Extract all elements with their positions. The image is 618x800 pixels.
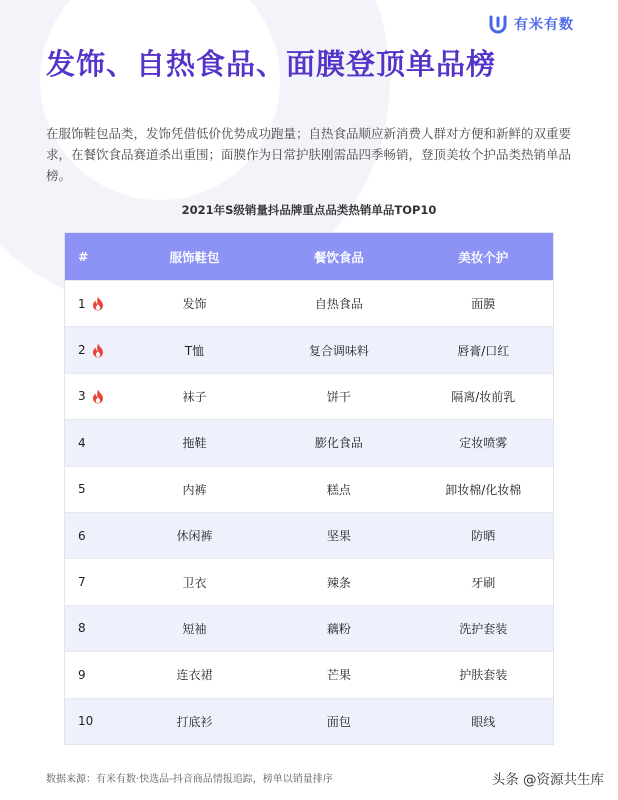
beauty-cell: 隔离/妆前乳 <box>451 389 516 404</box>
rank-number: 3 <box>78 389 86 404</box>
header-rank: # <box>78 249 89 264</box>
brand-logo-group <box>488 14 574 34</box>
table-caption: 2021年S级销量抖品牌重点品类热销单品TOP10 <box>181 203 437 217</box>
rank-number: 7 <box>78 575 86 590</box>
apparel-cell: 袜子 <box>182 389 207 404</box>
table-row <box>65 373 553 419</box>
food-cell: 面包 <box>326 714 351 729</box>
beauty-cell: 卸妆棉/化妆棉 <box>445 482 522 497</box>
rank-cell <box>65 436 125 450</box>
rank-number: 10 <box>78 714 94 729</box>
rank-cell <box>65 575 125 589</box>
flame-icon <box>92 296 104 311</box>
rank-cell <box>65 529 125 543</box>
table-row <box>65 558 553 604</box>
header-beauty: 美妆个护 <box>458 249 509 265</box>
data-source-note: 数据来源：有米有数·快选品-抖音商品情报追踪，榜单以销量排序 <box>46 774 333 785</box>
food-cell: 膨化食品 <box>314 436 363 451</box>
beauty-cell: 眼线 <box>471 714 496 729</box>
rank-cell <box>65 668 125 682</box>
table-row <box>65 698 553 744</box>
table-row <box>65 326 553 372</box>
flame-icon <box>92 343 104 358</box>
rank-cell <box>65 389 125 404</box>
rank-number: 9 <box>78 667 86 682</box>
rank-cell <box>65 714 125 728</box>
table-row <box>65 280 553 326</box>
food-cell: 藕粉 <box>326 621 351 636</box>
table-row <box>65 605 553 651</box>
food-cell: 坚果 <box>326 529 351 544</box>
food-cell: 饼干 <box>326 389 351 404</box>
food-cell: 复合调味料 <box>308 343 369 358</box>
apparel-cell: 休闲裤 <box>176 529 213 544</box>
rank-number: 5 <box>78 482 86 497</box>
rank-cell <box>65 621 125 635</box>
beauty-cell: 面膜 <box>471 297 496 312</box>
beauty-cell: 洗护套装 <box>459 621 508 636</box>
table-header <box>65 233 553 280</box>
table-row <box>65 651 553 697</box>
apparel-cell: 短袖 <box>182 621 207 636</box>
table-row <box>65 466 553 512</box>
flame-icon <box>92 389 104 404</box>
beauty-cell: 护肤套装 <box>459 668 508 683</box>
apparel-cell: 连衣裙 <box>176 668 213 683</box>
apparel-cell: 发饰 <box>182 297 207 312</box>
intro-paragraph: 在服饰鞋包品类，发饰凭借低价优势成功跑量；自热食品顺应新消费人群对方便和新鲜的双重要求，在餐饮食品赛道杀出重围；面膜作为日常护肤刚需品四季畅销，登顶美妆个护品类热销单品榜。 <box>46 126 572 183</box>
apparel-cell: 拖鞋 <box>182 436 207 451</box>
rank-cell <box>65 343 125 358</box>
rank-cell <box>65 296 125 311</box>
u-shaped-logo-icon <box>488 14 508 34</box>
rank-cell <box>65 482 125 496</box>
page-title: 发饰、自热食品、面膜登顶单品榜 <box>46 47 497 81</box>
rank-number: 8 <box>78 621 86 636</box>
header-apparel: 服饰鞋包 <box>169 249 220 265</box>
food-cell: 自热食品 <box>314 297 363 312</box>
apparel-cell: 打底衫 <box>176 714 213 729</box>
beauty-cell: 定妆喷雾 <box>459 436 508 451</box>
apparel-cell: T恤 <box>184 343 205 358</box>
rank-number: 4 <box>78 435 86 450</box>
apparel-cell: 内裤 <box>182 482 207 497</box>
food-cell: 辣条 <box>326 575 351 590</box>
header-food: 餐饮食品 <box>313 249 364 265</box>
rank-number: 6 <box>78 528 86 543</box>
beauty-cell: 牙刷 <box>471 575 496 590</box>
watermark: 头条 @资源共生库 <box>491 772 604 788</box>
rank-number: 1 <box>78 296 86 311</box>
food-cell: 糕点 <box>326 482 351 497</box>
ranking-table <box>64 232 554 745</box>
table-row <box>65 512 553 558</box>
table-body <box>65 280 553 744</box>
food-cell: 芒果 <box>326 668 351 683</box>
apparel-cell: 卫衣 <box>182 575 207 590</box>
beauty-cell: 防晒 <box>471 529 496 544</box>
brand-name: 有米有数 <box>514 17 574 33</box>
table-row <box>65 419 553 465</box>
beauty-cell: 唇膏/口红 <box>457 343 510 358</box>
rank-number: 2 <box>78 343 86 358</box>
